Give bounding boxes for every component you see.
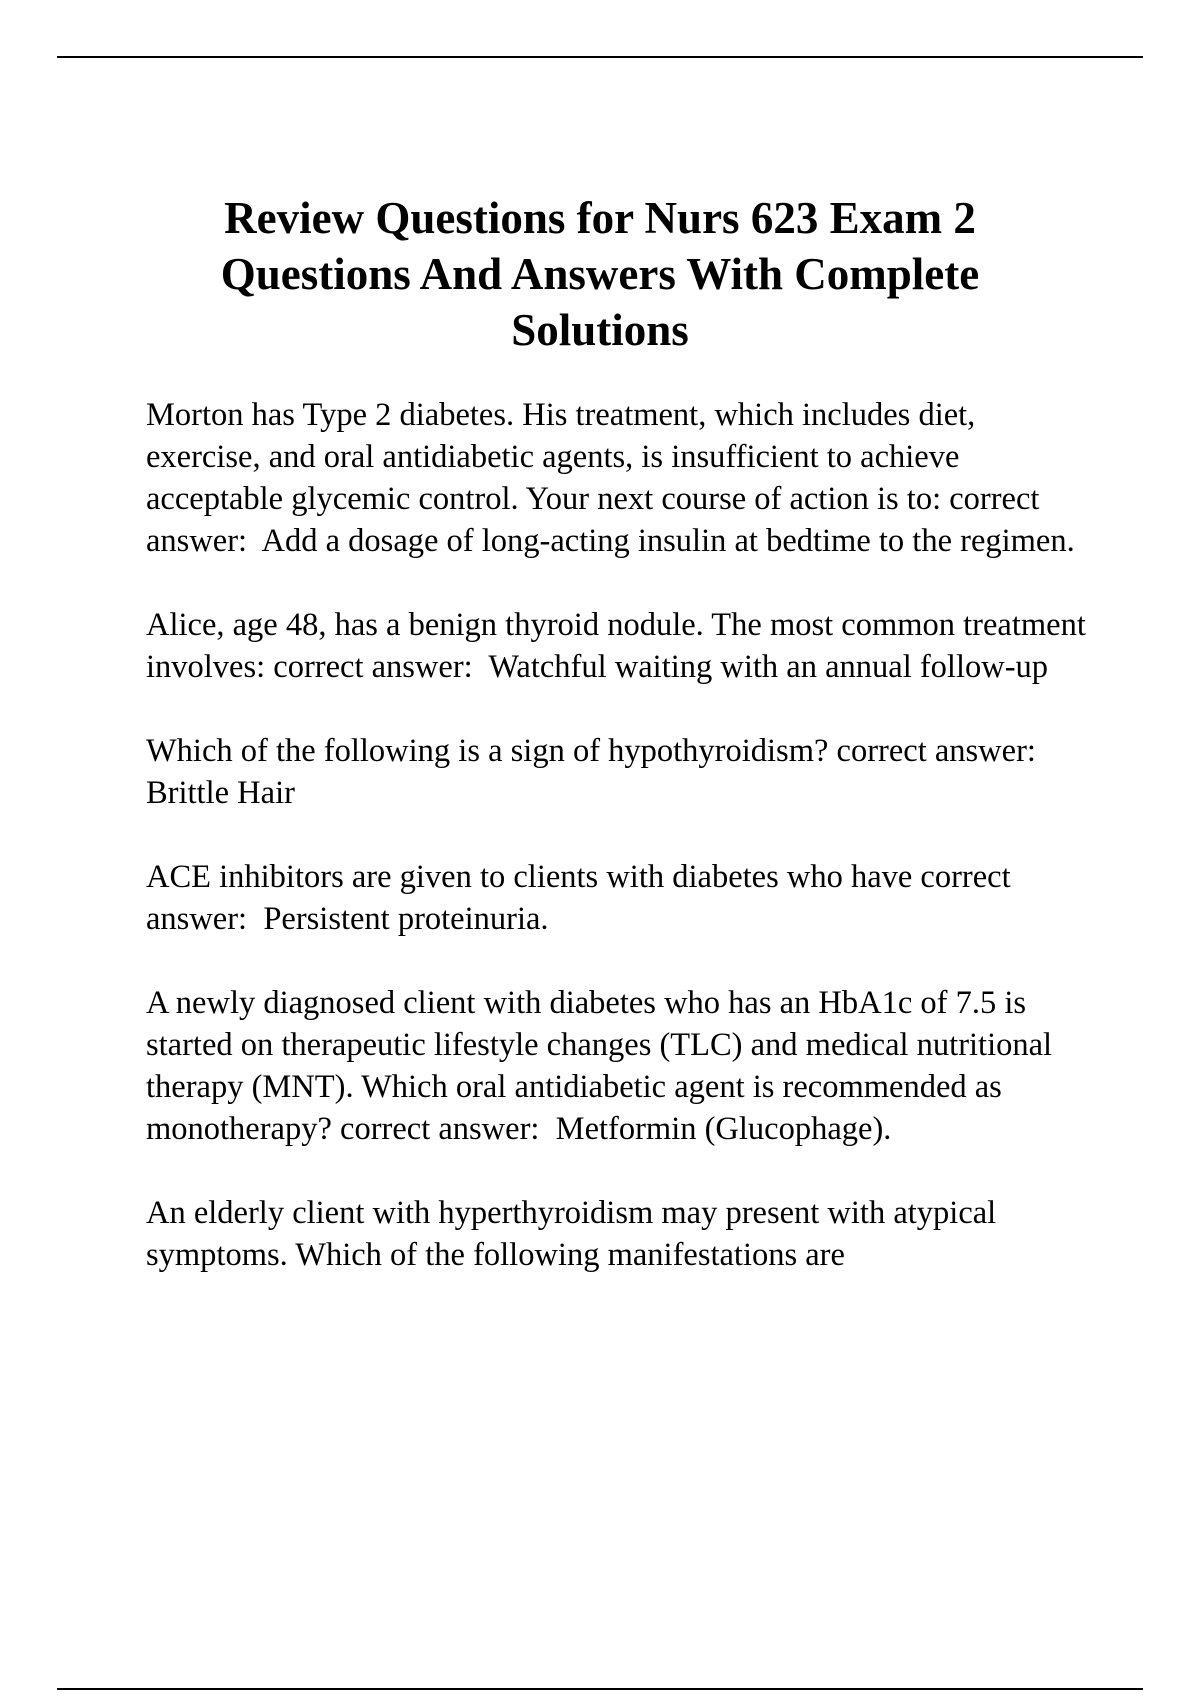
qa-paragraph: An elderly client with hyperthyroidism may present with atypical symptoms. Which of the following manifestations are [146,1195,1005,1273]
document-title: Review Questions for Nurs 623 Exam 2 Questions And Answers With Complete Solutions [220,193,980,355]
qa-paragraph: Which of the following is a sign of hypothyroidism? correct answer: Brittle Hair [146,733,1053,811]
bottom-divider [57,1688,1143,1690]
top-divider [57,56,1143,58]
qa-paragraph: ACE inhibitors are given to clients with diabetes who have correct answer: Persistent proteinuria. [146,859,1019,937]
qa-paragraph: A newly diagnosed client with diabetes who has an HbA1c of 7.5 is started on therapeutic lifestyle changes (TLC) and medical nutritional therapy (MNT). Which oral antidiabetic agent is recommended as monotherapy? correct answer: Metformin (Glucophage). [146,985,1061,1147]
qa-paragraph: Alice, age 48, has a benign thyroid nodule. The most common treatment involves: correct answer: Watchful waiting with an annual follow-up [146,607,1094,685]
qa-paragraph: Morton has Type 2 diabetes. His treatment, which includes diet, exercise, and oral antidiabetic agents, is insufficient to achieve acceptable glycemic control. Your next course of action is to: correct answer: Add a dosage of long-acting insulin at bedtime to the regimen. [146,397,1075,559]
document-body [146,394,1096,1318]
